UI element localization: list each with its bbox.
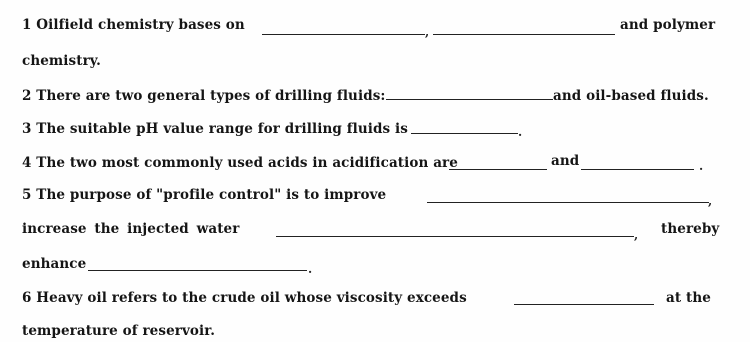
question-1-text-end: and polymer xyxy=(620,17,716,33)
question-3-text: 3 The suitable pH value range for drilling fluids is xyxy=(22,121,408,137)
question-5-thereby: thereby xyxy=(661,221,720,237)
question-5-period: . xyxy=(308,262,313,276)
question-5-enhance: enhance xyxy=(22,256,87,272)
question-5-blank-1[interactable] xyxy=(427,202,709,203)
question-6-text: 6 Heavy oil refers to the crude oil whose viscosity exceeds xyxy=(22,290,467,306)
question-6-text-end: at the xyxy=(666,290,711,306)
question-3-period: . xyxy=(518,125,523,139)
question-1-text: 1 Oilfield chemistry bases on xyxy=(22,17,245,33)
question-4-blank-2[interactable] xyxy=(581,169,694,170)
question-4-and: and xyxy=(551,153,580,169)
question-4-blank-1[interactable] xyxy=(449,169,547,170)
question-5-text: 5 The purpose of "profile control" is to improve xyxy=(22,187,387,203)
question-2-text: 2 There are two general types of drilling fluids: xyxy=(22,88,386,104)
question-1-blank-1[interactable] xyxy=(262,34,425,35)
question-1-blank-2[interactable] xyxy=(433,34,615,35)
question-4-text: 4 The two most commonly used acids in acidification are xyxy=(22,155,458,171)
question-5-blank-2[interactable] xyxy=(276,236,634,237)
question-3-blank[interactable] xyxy=(411,133,518,134)
question-4-period: . xyxy=(699,159,704,173)
question-5-continuation: increase the injected water xyxy=(22,221,240,237)
question-5-comma-2: , xyxy=(634,228,639,242)
question-2-blank[interactable] xyxy=(386,99,553,100)
question-1-continuation: chemistry. xyxy=(22,53,101,69)
question-1-comma: , xyxy=(425,25,430,39)
question-6-blank[interactable] xyxy=(514,304,654,305)
question-2-text-end: and oil-based fluids. xyxy=(553,88,709,104)
question-6-continuation: temperature of reservoir. xyxy=(22,323,216,339)
question-5-comma: , xyxy=(708,194,713,208)
question-5-blank-3[interactable] xyxy=(88,270,307,271)
